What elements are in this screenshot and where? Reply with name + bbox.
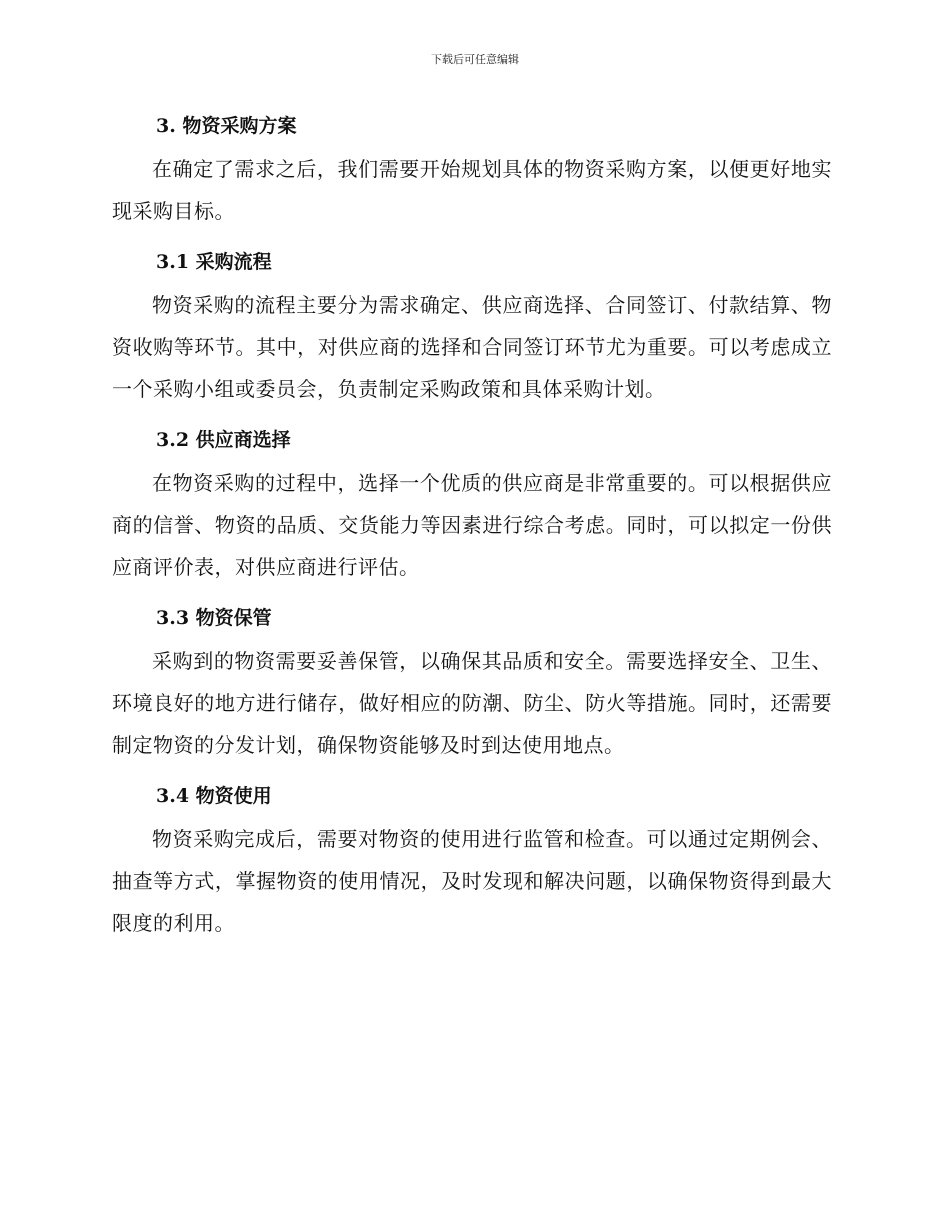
section-paragraph: 采购到的物资需要妥善保管，以确保其品质和安全。需要选择安全、卫生、环境良好的地方进行储存，做好相应的防潮、防尘、防火等措施。同时，还需要制定物资的分发计划，确保物资能够及时到达使用地点。 bbox=[112, 649, 832, 757]
section-paragraph: 物资采购完成后，需要对物资的使用进行监管和检查。可以通过定期例会、抽查等方式，掌握物资的使用情况，及时发现和解决问题，以确保物资得到最大限度的利用。 bbox=[112, 827, 832, 935]
document-body bbox=[112, 104, 832, 944]
section-3-4 bbox=[112, 774, 832, 944]
section-heading: 3.3 物资保管 bbox=[156, 607, 272, 629]
section-3 bbox=[112, 104, 832, 232]
section-heading: 3.2 供应商选择 bbox=[156, 429, 291, 451]
section-paragraph: 在确定了需求之后，我们需要开始规划具体的物资采购方案，以便更好地实现采购目标。 bbox=[112, 157, 832, 223]
section-3-1 bbox=[112, 240, 832, 410]
page-header: 下载后可任意编辑 bbox=[431, 53, 519, 66]
section-paragraph: 在物资采购的过程中，选择一个优质的供应商是非常重要的。可以根据供应商的信誉、物资的品质、交货能力等因素进行综合考虑。同时，可以拟定一份供应商评价表，对供应商进行评估。 bbox=[112, 471, 832, 579]
section-heading: 3.1 采购流程 bbox=[156, 251, 272, 273]
section-3-3 bbox=[112, 596, 832, 766]
section-paragraph: 物资采购的流程主要分为需求确定、供应商选择、合同签订、付款结算、物资收购等环节。其中，对供应商的选择和合同签订环节尤为重要。可以考虑成立一个采购小组或委员会，负责制定采购政策和具体采购计划。 bbox=[112, 293, 832, 401]
section-3-2 bbox=[112, 418, 832, 588]
section-heading: 3. 物资采购方案 bbox=[156, 115, 297, 137]
section-heading: 3.4 物资使用 bbox=[156, 785, 272, 807]
